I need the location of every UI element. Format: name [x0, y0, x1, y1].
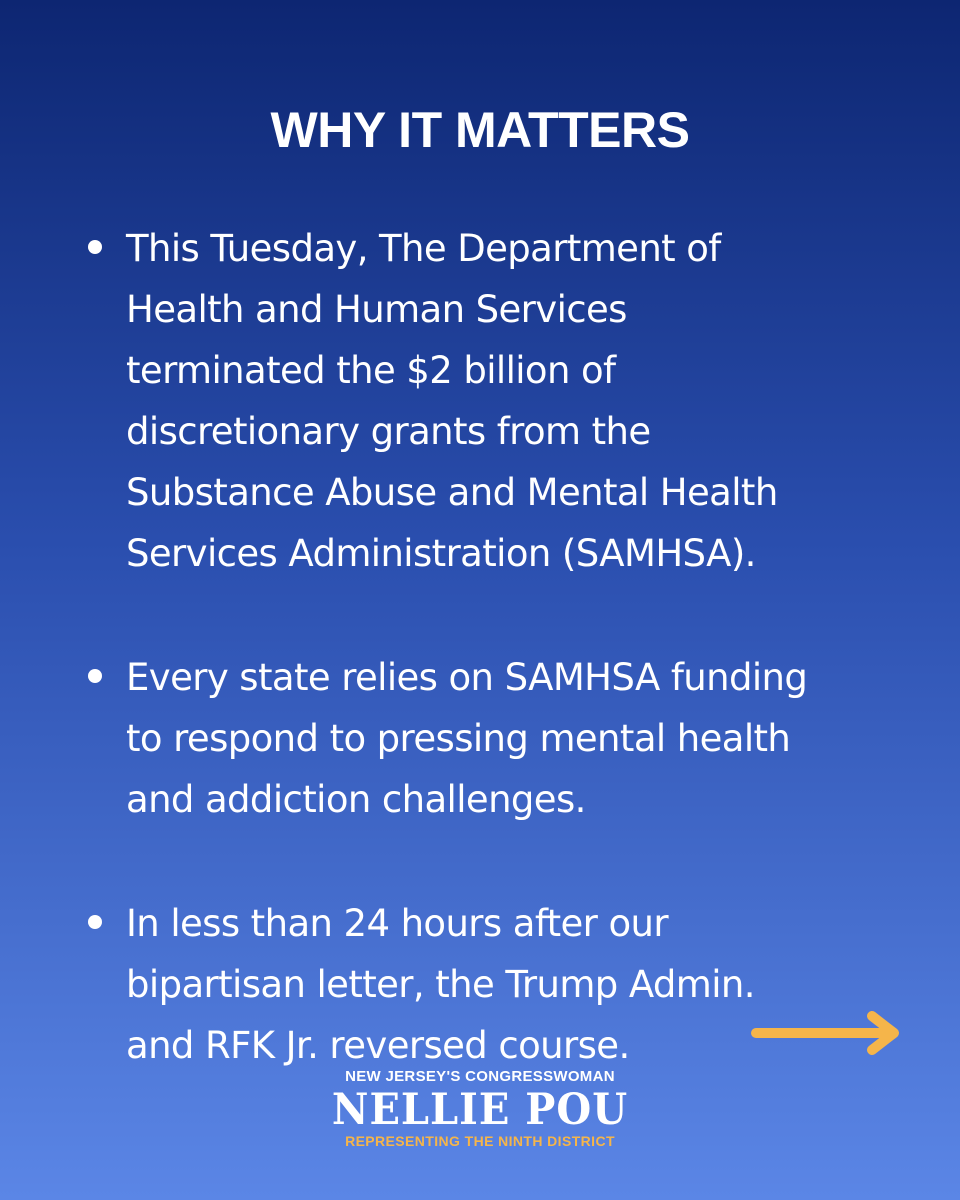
bullet-item	[86, 218, 916, 584]
bullet-line: bipartisan letter, the Trump Admin.	[126, 963, 755, 1006]
bullet-text	[126, 647, 916, 830]
bullet-line: terminated the $2 billion of	[126, 349, 616, 392]
footer-name: NELLIE POU	[331, 1084, 629, 1135]
bullet-line: In less than 24 hours after our	[126, 902, 668, 945]
bullet-line: Services Administration (SAMHSA).	[126, 532, 756, 575]
bullet-dot-icon	[88, 240, 102, 254]
bullet-item	[86, 647, 916, 830]
bullet-line: Substance Abuse and Mental Health	[126, 471, 778, 514]
bullet-line: This Tuesday, The Department of	[126, 227, 721, 270]
arrow-right-icon[interactable]	[748, 1010, 904, 1056]
page-title: WHY IT MATTERS	[270, 102, 690, 158]
footer-logo	[0, 1066, 960, 1150]
bullet-line: discretionary grants from the	[126, 410, 651, 453]
bullet-text	[126, 218, 916, 584]
bullet-line: to respond to pressing mental health	[126, 717, 791, 760]
footer-subtitle: REPRESENTING THE NINTH DISTRICT	[345, 1133, 615, 1149]
bullet-dot-icon	[88, 669, 102, 683]
bullet-line: and addiction challenges.	[126, 778, 586, 821]
bullet-line: Every state relies on SAMHSA funding	[126, 656, 808, 699]
footer-tagline: NEW JERSEY'S CONGRESSWOMAN	[345, 1068, 615, 1085]
bullet-line: Health and Human Services	[126, 288, 627, 331]
bullet-list	[86, 218, 916, 1139]
bullet-dot-icon	[88, 915, 102, 929]
bullet-line: and RFK Jr. reversed course.	[126, 1024, 630, 1067]
